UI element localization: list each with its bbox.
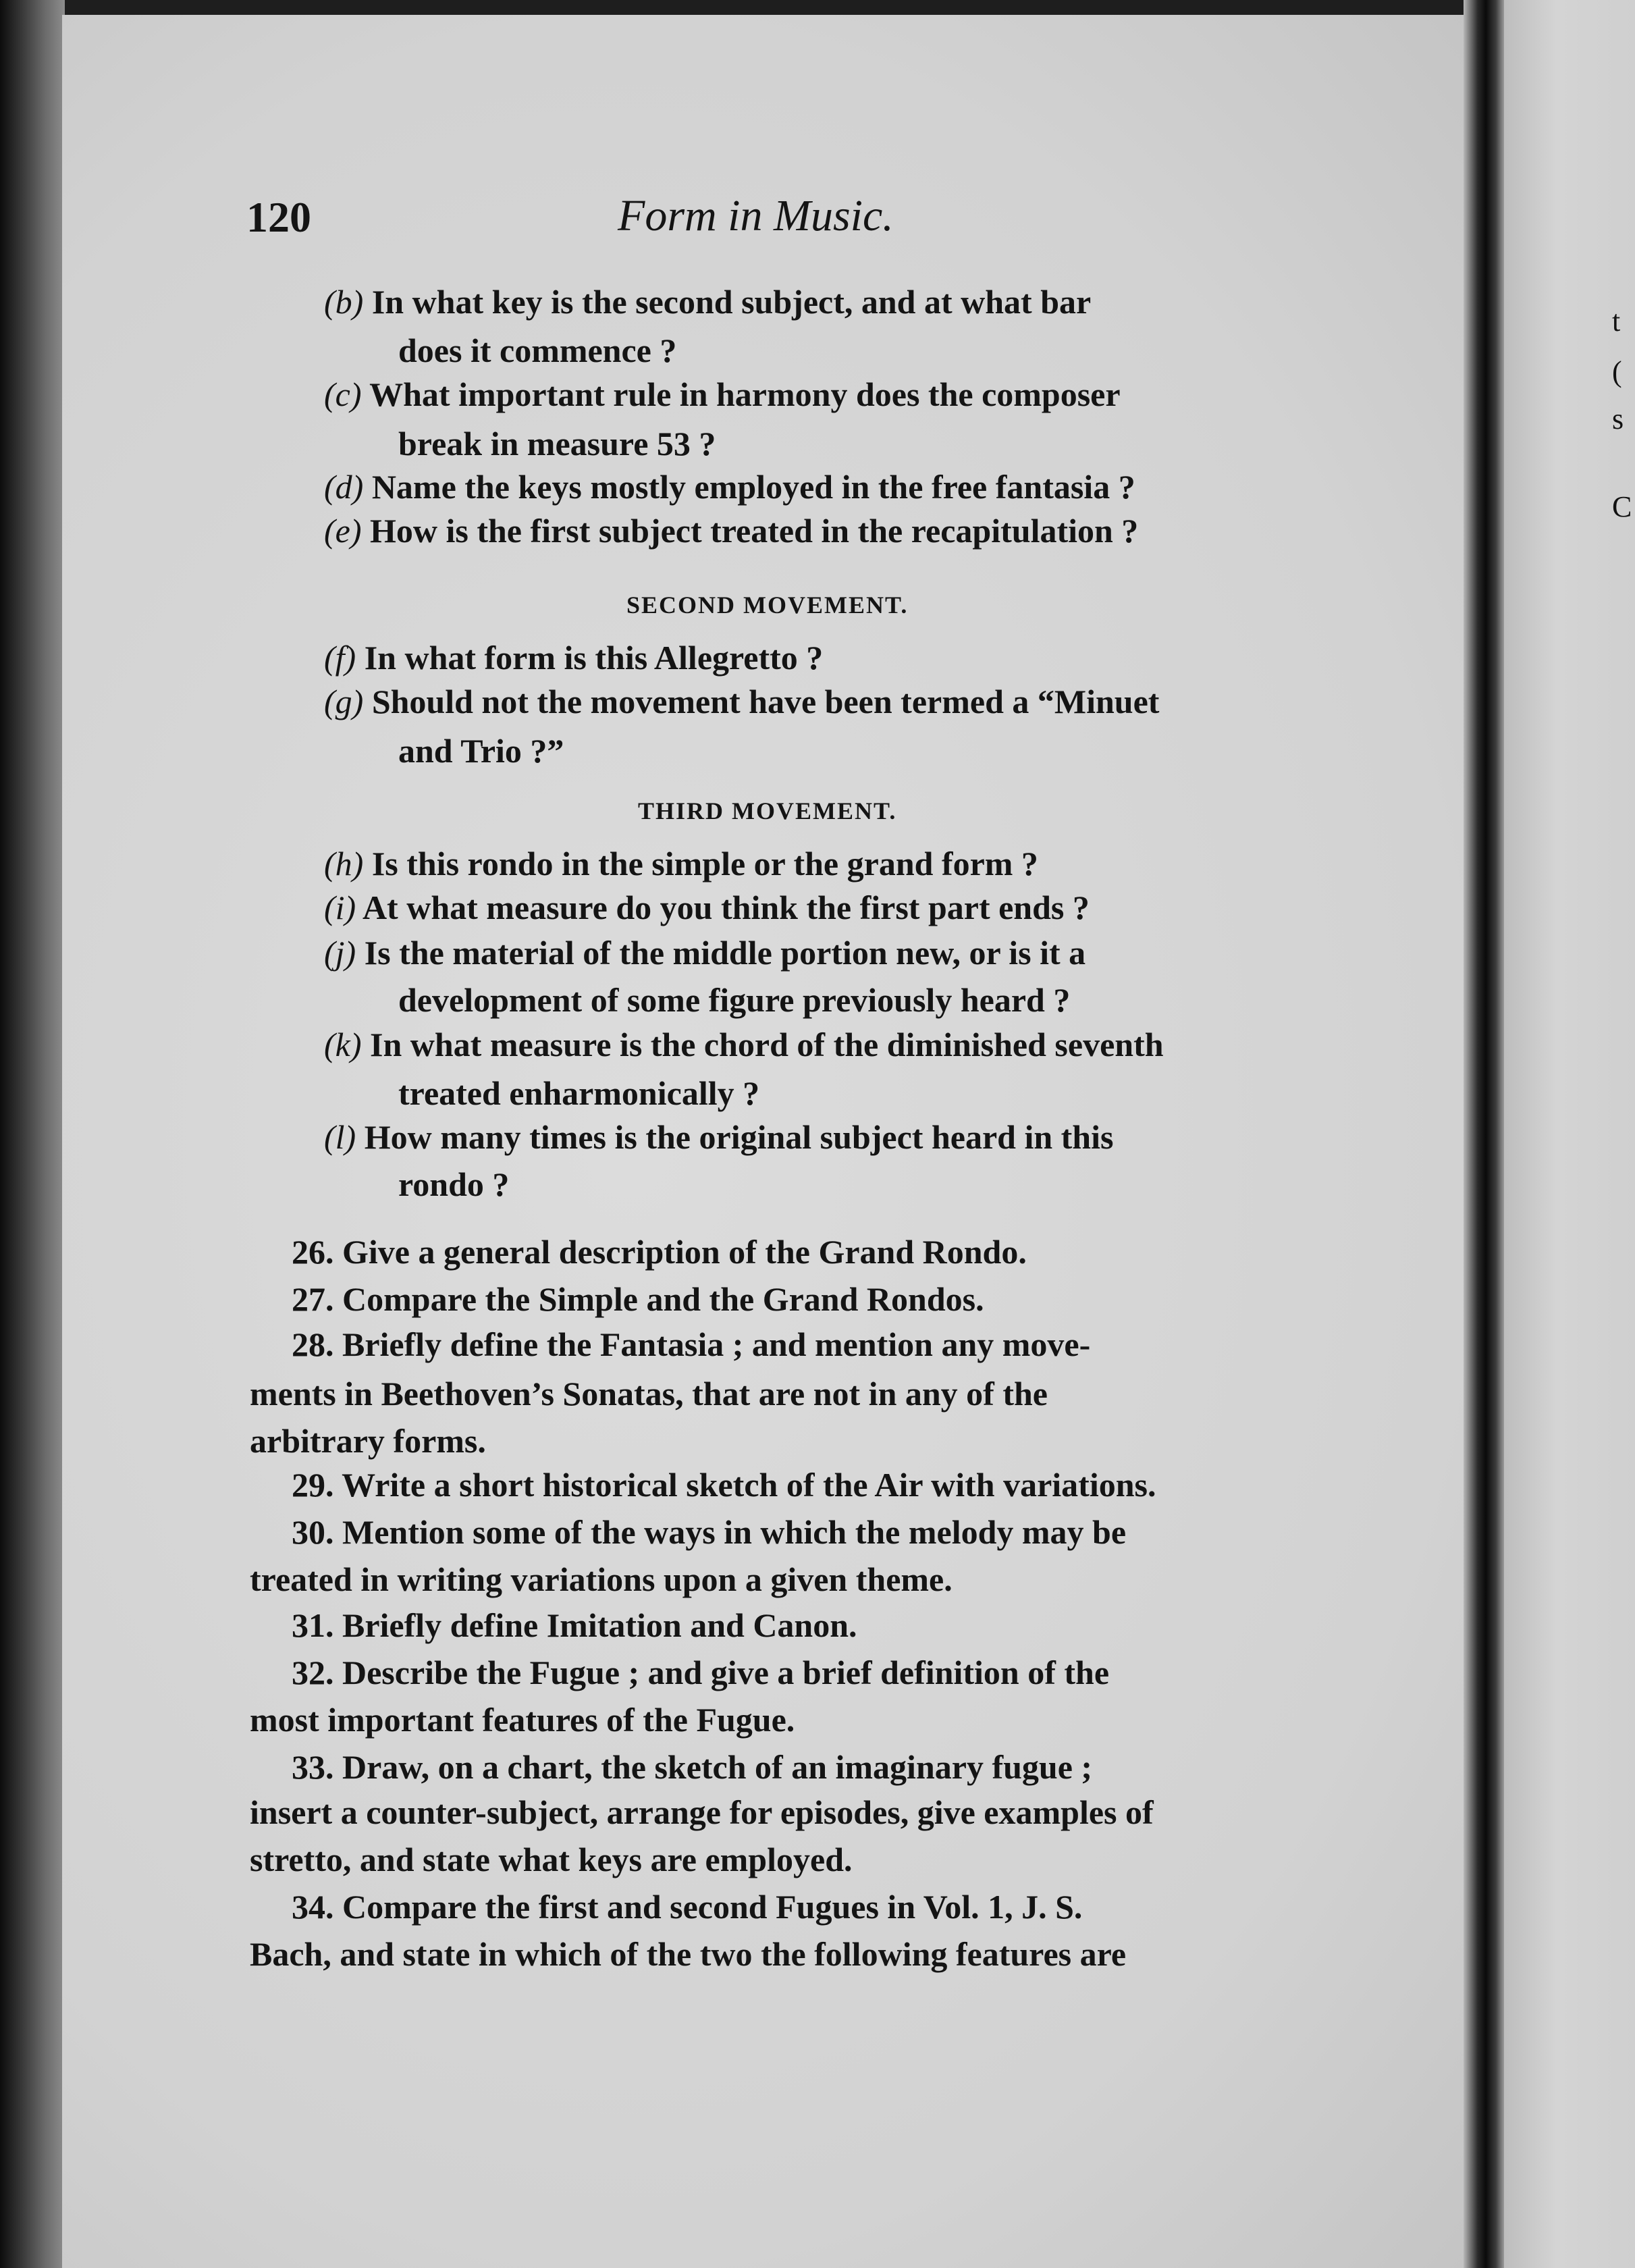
question-line: (l) How many times is the original subject heard in this [324, 1118, 1114, 1156]
numbered-question: most important features of the Fugue. [250, 1701, 795, 1739]
question-line: break in measure 53 ? [398, 425, 716, 463]
question-line: rondo ? [398, 1165, 510, 1203]
numbered-question: 29. Write a short historical sketch of the Air with variations. [292, 1466, 1156, 1504]
facing-page-fragment: ( [1612, 355, 1622, 388]
numbered-question: 33. Draw, on a chart, the sketch of an imaginary fugue ; [292, 1748, 1093, 1786]
facing-page-edge [1504, 0, 1635, 2268]
numbered-question: 34. Compare the first and second Fugues in Vol. 1, J. S. [292, 1888, 1083, 1926]
book-gutter [1464, 0, 1504, 2268]
section-heading: SECOND MOVEMENT. [626, 591, 909, 618]
question-line: and Trio ?” [398, 732, 564, 770]
numbered-question: 27. Compare the Simple and the Grand Rondos. [292, 1280, 984, 1318]
question-line: (i) At what measure do you think the first part ends ? [324, 889, 1090, 926]
question-line: development of some figure previously heard ? [398, 981, 1071, 1019]
question-line: (e) How is the first subject treated in the recapitulation ? [324, 512, 1139, 550]
numbered-question: insert a counter-subject, arrange for episodes, give examples of [250, 1793, 1154, 1831]
question-line: (c) What important rule in harmony does the composer [324, 375, 1121, 413]
question-line: (g) Should not the movement have been termed a “Minuet [324, 683, 1160, 720]
numbered-question: 30. Mention some of the ways in which the melody may be [292, 1513, 1127, 1551]
numbered-question: Bach, and state in which of the two the following features are [250, 1935, 1127, 1973]
question-line: does it commence ? [398, 332, 677, 369]
numbered-question: 26. Give a general description of the Grand Rondo. [292, 1233, 1027, 1271]
facing-page-fragment: C [1612, 490, 1632, 523]
numbered-question: 28. Briefly define the Fantasia ; and mention any move- [292, 1325, 1091, 1363]
book-left-edge [0, 0, 65, 2268]
numbered-question: 31. Briefly define Imitation and Canon. [292, 1606, 857, 1644]
question-line: (k) In what measure is the chord of the diminished seventh [324, 1026, 1164, 1063]
facing-page-fragment: s [1612, 402, 1624, 436]
section-heading: THIRD MOVEMENT. [638, 797, 897, 824]
question-line: (h) Is this rondo in the simple or the grand form ? [324, 845, 1038, 882]
numbered-question: treated in writing variations upon a given theme. [250, 1560, 953, 1598]
running-title: Form in Music. [618, 191, 894, 240]
numbered-question: stretto, and state what keys are employed. [250, 1841, 853, 1878]
question-line: (j) Is the material of the middle portion new, or is it a [324, 934, 1086, 972]
numbered-question: arbitrary forms. [250, 1422, 486, 1460]
question-line: (f) In what form is this Allegretto ? [324, 639, 824, 677]
numbered-question: 32. Describe the Fugue ; and give a brief definition of the [292, 1654, 1110, 1691]
question-line: (b) In what key is the second subject, and at what bar [324, 283, 1092, 321]
question-line: (d) Name the keys mostly employed in the free fantasia ? [324, 468, 1135, 506]
numbered-question: ments in Beethoven’s Sonatas, that are not in any of the [250, 1375, 1048, 1413]
question-line: treated enharmonically ? [398, 1074, 760, 1112]
facing-page-fragment: t [1612, 305, 1621, 338]
page-number: 120 [246, 193, 311, 241]
